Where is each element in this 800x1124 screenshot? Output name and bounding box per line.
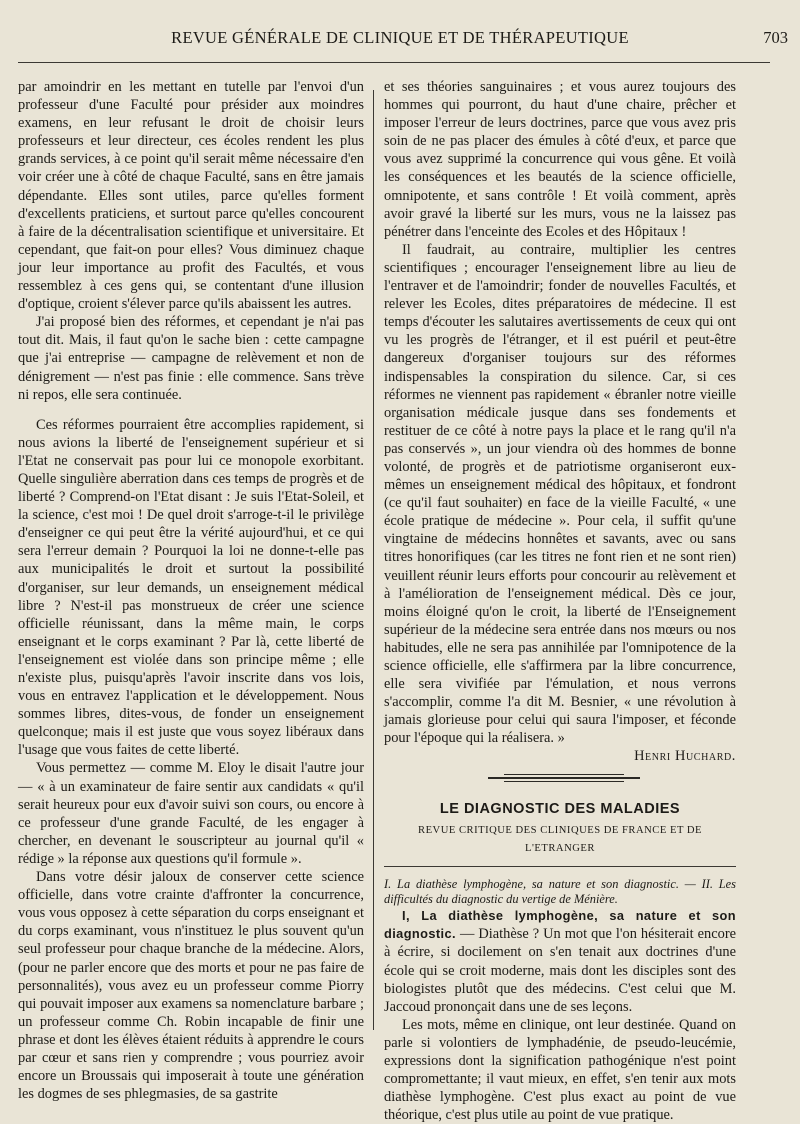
article-rule bbox=[384, 866, 736, 867]
paragraph: Dans votre désir jaloux de conserver cette science officielle, dans votre crainte d'affronter la concurrence, vous vous opposez à cette séparation du corps enseignant et du corps examinant, vous n'instituez le plus souvent qu'un seul professeur pour chaque branche de la médecine. Alors, (pour ne parler encore que des morts et pour ne pas faire de personnalités), vous avez eu un professeur comme Piorry qui pouvait imposer aux examens sa nomenclature barbare ; un professeur comme Ch. Robin incapable de finir une phrase et dont les élèves étaient réduits à apprendre le cours par cœur et sans rien y comprendre ; vous pourriez avoir encore un Broussais qui imposerait à toute une génération les dogmes de ses phlegmasies, de sa gastrite bbox=[18, 869, 364, 1103]
paragraph: Ces réformes pourraient être accomplies rapidement, si nous avions la liberté de l'enseignement supérieur et si l'Etat ne conservait pas pour lui ce monopole exorbitant. Quelle singulière aberration dans ces temps de progrès et de liberté ? Comprend-on l'Etat disant : Je suis l'Etat-Soleil, et la science, c'est moi ! De quel droit s'arroge-t-il le privilège d'enseigner ce qui peut être la vérité aujourd'hui, et ce qui sera l'erreur demain ? Pourquoi la loi ne donne-t-elle pas aux municipalités le droit et surtout la possibilité d'organiser, sur leur demands, un enseignement médical libre ? N'est-il pas monstrueux de créer une science officielle réunissant, dans la même main, le corps enseignant et le corps examinant ? Par là, cette liberté de l'enseignement est violée dans son principe même ; elle n'existe plus, puisqu'après l'avoir inscrite dans vos lois, vous en entravez l'application et le développement. Nous sommes libres, dites-vous, de fonder un enseignement quelconque; mais il est juste que vous soyez libéraux dans l'usage que vous faites de cette liberté. bbox=[18, 416, 364, 759]
paragraph: J'ai proposé bien des réformes, et cependant je n'ai pas tout dit. Mais, il faut qu'on le sache bien : cette campagne que j'ai entreprise — campagne de relèvement et non de dénigrement — n'est pas finie : elle commence. Sans trève ni repos, elle sera continuée. bbox=[18, 314, 364, 403]
section-heading: I, La diathèse lymphogène, sa nature et son diagnostic. bbox=[384, 908, 736, 942]
paragraph: et ses théories sanguinaires ; et vous aurez toujours des hommes qui pourront, du haut d'une chaire, prêcher et imposer l'erreur de leurs doctrines, parce que vous avez pris soin de ne pas placer des émules à côté d'eux, et parce que vous avez supprimé la concurrence qui vous gêne. Et voilà les conséquences et les beautés de la science officielle, omnipotente, et sans contrôle ! Et voilà comment, après avoir gravé la liberté sur les murs, vous ne la laissez pas pénétrer dans l'enceinte des Ecoles et des Hôpitaux ! bbox=[384, 79, 736, 240]
author-signature: Henri Huchard. bbox=[634, 748, 736, 765]
article-subtitle: REVUE CRITIQUE DES CLINIQUES DE FRANCE ET DE L'ETRANGER bbox=[418, 824, 702, 854]
section-text: — Diathèse ? Un mot que l'on hésiterait encore à écrire, si docilement on s'en tenait aux doctrines d'une école qui se croit moderne, mais dont les disciples sont des biologistes plutôt que des médecins. C'est celui que M. Jaccoud prononçait dans une de ses leçons. bbox=[384, 926, 736, 1015]
column-divider bbox=[373, 90, 374, 1030]
right-column bbox=[384, 78, 736, 1124]
section-separator bbox=[384, 766, 736, 790]
article-contents: I. La diathèse lymphogène, sa nature et son diagnostic. — II. Les difficultés du diagnostic du vertige de Ménière. bbox=[384, 876, 736, 907]
journal-title: REVUE GÉNÉRALE DE CLINIQUE ET DE THÉRAPEUTIQUE bbox=[171, 28, 629, 47]
article-title: LE DIAGNOSTIC DES MALADIES bbox=[439, 800, 681, 817]
header-rule bbox=[18, 62, 770, 63]
paragraph: Vous permettez — comme M. Eloy le disait l'autre jour — « à un examinateur de faire sentir aux candidats « qu'il serait heureux pour eux d'avoir suivi son cours, ou encore à ce professeur d'une grande Faculté, de les engager à chercher, en devenant le souscripteur au journal qu'il « rédige » la réponse aux questions qu'il formule ». bbox=[18, 760, 364, 867]
page-number: 703 bbox=[763, 28, 788, 47]
paragraph: Il faudrait, au contraire, multiplier les centres scientifiques ; encourager l'enseignement libre au lieu de l'entraver et de l'amoindrir; fonder de nouvelles Facultés, et relever les Ecoles, dites préparatoires de médecine. Il est temps d'écouter les salutaires avertissements de ceux qui ont vu les progrès de l'étranger, et il est puéril et peut-être dangereux d'organiser toujours sur des réformes indispensables la conspiration du silence. Car, si ces réformes ne viennent pas rapidement « ébranler notre vieille organisation médicale jusque dans ses fondements et restituer de ce côté à notre pays la place et le rang qu'il n'a pas conservés », un jour viendra où des hommes de bonne volonté, de progrès et de patriotisme organiseront eux-mêmes un enseignement médical des hôpitaux, et fondront (ce qu'il faut souhaiter) en face de la vieille Faculté, « une école pratique de médecine ». Pour cela, il suffit qu'une vingtaine de médecins honnêtes et savants, avec ou sans titres honorifiques (car les titres ne font rien et ne sont rien) veuillent réunir leurs efforts pour concourir au relèvement et à l'amélioration de l'enseignement médical. Dès ce jour, moins éloigné qu'on le croit, la liberté de l'Enseignement supérieur de la médecine sera entrée dans nos mœurs ou nos habitudes, elle ne sera pas annihilée par l'omnipotence de la science officielle, elle s'affirmera par la libre concurrence, elle sera vivifiée par l'émulation, et nous verrons s'accomplir, comme l'a dit M. Besnier, « une révolution à jamais glorieuse pour celui qui saura l'imposer, et féconde pour l'époque qui la réalisera. » bbox=[384, 241, 736, 747]
left-column bbox=[18, 78, 364, 1103]
paragraph: par amoindrir en les mettant en tutelle par l'envoi d'un professeur d'une Faculté pour présider aux moindres examens, en leur refusant le droit de choisir leurs professeurs et leur directeur, ces écoles rendent les plus grands services, à ce point qu'il serait même nécessaire d'en voir créer une à côté de chaque Faculté, sans en être jamais dépendante. Elles sont utiles, parce qu'elles forment d'excellents praticiens, et surtout parce qu'elles concourent à faire de la décentralisation scientifique et universitaire. Et cependant, que fait-on pour elles? Vous diminuez chaque jour leur importance au profit des Facultés, et vous ressemblez à ces gens qui, se contentant d'une illusion d'optique, croient s'élever parce qu'ils abaissent les autres. bbox=[18, 79, 364, 313]
paragraph: Les mots, même en clinique, ont leur destinée. Quand on parle si volontiers de lymphadénie, de pseudo-leucémie, expressions dont la signification pathogénique n'est point compromettante; il vaut mieux, en effet, s'en tenir aux mots diathèse lymphogène. C'est plus exact au point de vue théorique, c'est plus utile au point de vue pratique. bbox=[384, 1016, 736, 1124]
running-header bbox=[20, 28, 788, 58]
paragraph bbox=[384, 907, 736, 1016]
